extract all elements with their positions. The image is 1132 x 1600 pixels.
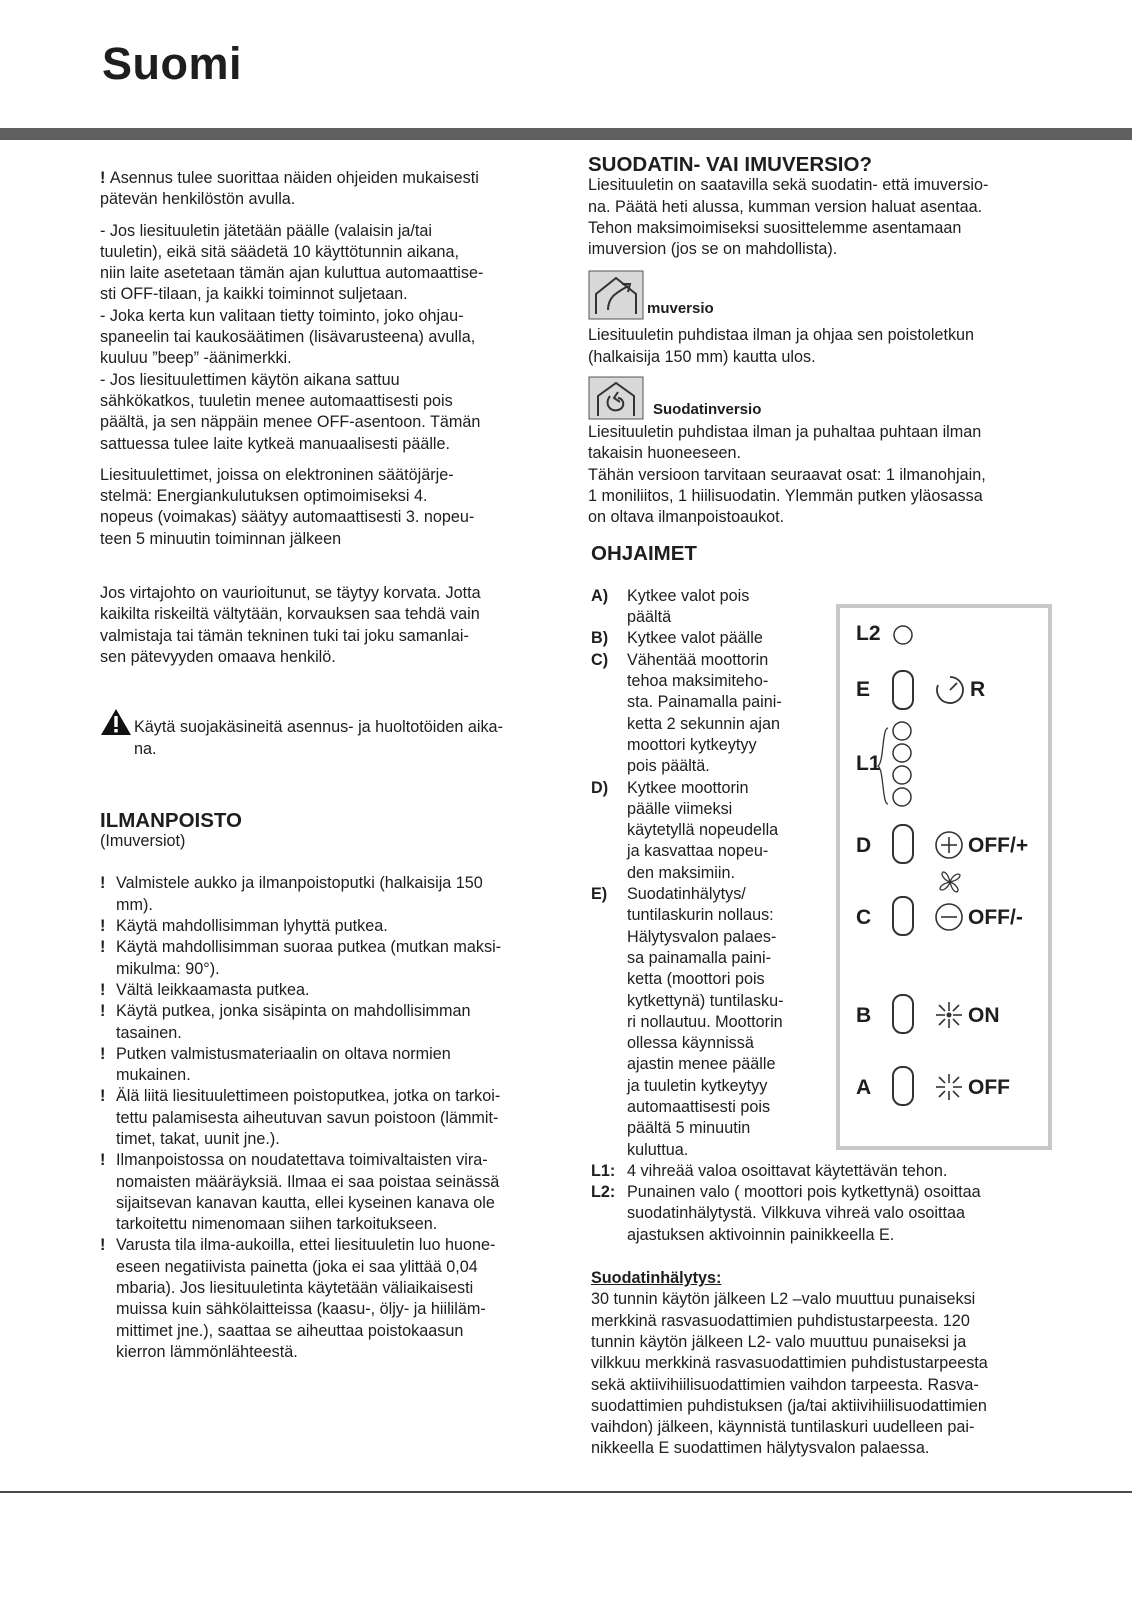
version-heading: SUODATIN- VAI IMUVERSIO? bbox=[588, 153, 872, 176]
panel-label-l2: L2 bbox=[856, 622, 881, 645]
control-item-line: päältä bbox=[627, 608, 672, 627]
control-item bbox=[591, 884, 813, 1161]
control-item-line: Hälytysvalon palaes- bbox=[627, 927, 777, 946]
panel-label-b: B bbox=[856, 1004, 872, 1027]
control-item-line: Kytkee moottorin bbox=[627, 778, 749, 797]
control-item-line: kytkettynä) tuntilasku- bbox=[627, 991, 784, 1010]
control-item-line: sta. Painamalla paini- bbox=[627, 693, 782, 712]
control-item-line: Vähentää moottorin bbox=[627, 650, 769, 669]
filter-label: Suodatinversio bbox=[653, 401, 762, 419]
controls-heading: OHJAIMET bbox=[591, 541, 697, 565]
list-item-line: tarkoitettu nimenomaan siihen tarkoitukseen. bbox=[116, 1215, 438, 1234]
cord-line: sen pätevyyden omaava henkilö. bbox=[100, 647, 336, 666]
list-item-line: Käytä putkea, jonka sisäpinta on mahdollisimman bbox=[116, 1002, 471, 1021]
cord-line: valmistaja tai tämän tekninen tuki tai joku samanlai- bbox=[100, 626, 469, 645]
electronic-line: stelmä: Energiankulutuksen optimoimiseksi 4. bbox=[100, 487, 428, 506]
auto-off-line: - Jos liesituulettimen käytön aikana sattuu bbox=[100, 370, 400, 389]
alarm-paragraph bbox=[591, 1289, 1038, 1459]
control-item-line: ja tuuletin kytkeytyy bbox=[627, 1076, 768, 1095]
light-item-line: 4 vihreää valoa osoittavat käytettävän tehon. bbox=[627, 1161, 948, 1180]
control-item-line: moottori kytkeytyy bbox=[627, 735, 757, 754]
panel-word-off-plus: OFF/+ bbox=[968, 834, 1029, 857]
auto-off-paragraph bbox=[100, 221, 540, 455]
l1-speed-lights bbox=[890, 720, 914, 808]
version-line: na. Päätä heti alussa, kumman version haluat asentaa. bbox=[588, 197, 983, 216]
control-item-line: ajastin menee päälle bbox=[627, 1055, 776, 1074]
alarm-heading: Suodatinhälytys: bbox=[591, 1269, 722, 1288]
imu-line: (halkaisija 150 mm) kautta ulos. bbox=[588, 347, 816, 366]
warning-triangle-icon bbox=[100, 708, 132, 736]
imu-paragraph bbox=[588, 325, 1038, 368]
panel-label-d: D bbox=[856, 834, 872, 857]
control-item-line: pois päältä. bbox=[627, 757, 710, 776]
exclamation-icon: ! bbox=[100, 1002, 106, 1021]
control-item-line: Suodatinhälytys/ bbox=[627, 885, 746, 904]
list-item-line: sijaitsevan kanavan kautta, ellei kyseinen kanava ole bbox=[116, 1193, 495, 1212]
gloves-line: na. bbox=[134, 739, 157, 758]
light-item-key: L2: bbox=[591, 1183, 616, 1202]
exclamation-icon: ! bbox=[100, 917, 106, 936]
list-item bbox=[100, 1235, 540, 1363]
list-item bbox=[100, 1086, 540, 1150]
control-item-line: ketta 2 sekunnin ajan bbox=[627, 714, 780, 733]
electronic-paragraph bbox=[100, 465, 540, 550]
list-item bbox=[100, 1044, 540, 1087]
auto-off-line: sähkökatkos, tuuletin menee automaattisesti pois bbox=[100, 391, 453, 410]
list-item bbox=[100, 916, 540, 937]
electronic-line: nopeus (voimakas) säätyy automaattisesti 3. nopeu- bbox=[100, 508, 475, 527]
version-paragraph bbox=[588, 175, 1038, 260]
control-item-line: ja kasvattaa nopeu- bbox=[627, 842, 769, 861]
list-item-line: mm). bbox=[116, 895, 153, 914]
list-item-line: Käytä mahdollisimman lyhyttä putkea. bbox=[116, 917, 388, 936]
control-item-key: A) bbox=[591, 586, 609, 605]
cord-paragraph bbox=[100, 583, 540, 668]
exclamation-icon: ! bbox=[100, 1044, 106, 1063]
list-item-line: mittimet jne.), saattaa se aiheuttaa poistokaasun bbox=[116, 1321, 464, 1340]
light-off-icon bbox=[934, 1072, 964, 1102]
l2-indicator-light bbox=[892, 624, 914, 646]
alarm-line: 30 tunnin käytön jälkeen L2 –valo muuttuu punaiseksi bbox=[591, 1290, 976, 1309]
panel-word-off: OFF bbox=[968, 1076, 1010, 1099]
control-item bbox=[591, 778, 813, 884]
list-item-line: Vältä leikkaamasta putkea. bbox=[116, 980, 310, 999]
exclamation-icon: ! bbox=[100, 169, 110, 187]
cord-line: kaikilta riskeiltä vältytään, korvauksen saa tehdä vain bbox=[100, 605, 480, 624]
control-item-line: kuluttua. bbox=[627, 1140, 689, 1159]
list-item bbox=[100, 873, 540, 916]
header-bar bbox=[0, 128, 1132, 140]
panel-label-l1: L1 bbox=[856, 752, 881, 775]
lights-list bbox=[591, 1161, 1041, 1246]
light-item-line: Punainen valo ( moottori pois kytkettynä) osoittaa bbox=[627, 1183, 981, 1202]
control-item-line: ri nollautuu. Moottorin bbox=[627, 1012, 783, 1031]
list-item bbox=[100, 980, 540, 1001]
control-item-key: E) bbox=[591, 885, 608, 904]
light-on-icon bbox=[934, 1000, 964, 1030]
list-item-line: Valmistele aukko ja ilmanpoistoputki (halkaisija 150 bbox=[116, 874, 483, 893]
timer-icon bbox=[934, 674, 966, 706]
control-item-key: C) bbox=[591, 650, 609, 669]
exclamation-icon: ! bbox=[100, 1151, 106, 1170]
version-line: Tehon maksimoimiseksi suosittelemme asentamaan bbox=[588, 218, 962, 237]
ilmanpoisto-subtitle: (Imuversiot) bbox=[100, 832, 186, 851]
control-item bbox=[591, 628, 813, 649]
control-item-line: den maksimiin. bbox=[627, 863, 735, 882]
plus-circle-icon bbox=[934, 830, 964, 860]
version-line: Liesituuletin on saatavilla sekä suodatin- että imuversio- bbox=[588, 176, 989, 195]
auto-off-line: päältä, ja sen näppäin menee OFF-asentoon. Tämän bbox=[100, 413, 481, 432]
alarm-line: vilkkuu merkkinä rasvasuodattimien puhdistustarpeesta bbox=[591, 1354, 988, 1373]
auto-off-line: niin laite asetetaan tämän ajan kuluttua automaattise- bbox=[100, 264, 484, 283]
filter-line: takaisin huoneeseen. bbox=[588, 444, 741, 463]
imu-label: muversio bbox=[647, 300, 714, 318]
list-item-line: Putken valmistusmateriaalin on oltava normien bbox=[116, 1044, 451, 1063]
filter-paragraph bbox=[588, 422, 1038, 528]
light-item bbox=[591, 1161, 1041, 1182]
control-item-key: D) bbox=[591, 778, 609, 797]
auto-off-line: sti OFF-tilaan, ja kaikki toiminnot suljetaan. bbox=[100, 285, 408, 304]
alarm-line: suodattimien puhdistuksen (ja/tai aktiivihiilisuodattimien bbox=[591, 1396, 987, 1415]
alarm-line: tunnin käytön jälkeen L2- valo muuttuu punaiseksi ja bbox=[591, 1332, 967, 1351]
intro-paragraph: ! Asennus tulee suorittaa näiden ohjeiden mukaisesti pätevän henkilöstön avulla. bbox=[100, 169, 479, 209]
list-item-line: Varusta tila ilma-aukoilla, ettei liesituuletin luo huone- bbox=[116, 1236, 496, 1255]
control-item-line: päälle viimeksi bbox=[627, 799, 733, 818]
control-item-line: tuntilaskurin nollaus: bbox=[627, 906, 774, 925]
gloves-warning bbox=[100, 717, 540, 760]
panel-word-off-minus: OFF/- bbox=[968, 906, 1023, 929]
list-item bbox=[100, 937, 540, 980]
list-item-line: tasainen. bbox=[116, 1023, 182, 1042]
c-button[interactable] bbox=[892, 896, 914, 936]
auto-off-line: - Joka kerta kun valitaan tietty toiminto, joko ohjau- bbox=[100, 306, 464, 325]
ilmanpoisto-heading: ILMANPOISTO bbox=[100, 808, 242, 832]
auto-off-line: spaneelin tai kaukosäätimen (lisävarusteena) avulla, bbox=[100, 328, 476, 347]
auto-off-line: kuuluu ”beep” -äänimerkki. bbox=[100, 349, 292, 368]
panel-label-c: C bbox=[856, 906, 872, 929]
filter-block bbox=[588, 376, 1038, 423]
list-item-line: Ilmanpoistossa on noudatettava toimivaltaisten vira- bbox=[116, 1151, 488, 1170]
d-button[interactable] bbox=[892, 824, 914, 864]
page-title: Suomi bbox=[102, 38, 243, 89]
e-button[interactable] bbox=[892, 670, 914, 710]
list-item-line: Käytä mahdollisimman suoraa putkea (mutkan maksi- bbox=[116, 938, 502, 957]
list-item bbox=[100, 1001, 540, 1044]
panel-word-r: R bbox=[970, 678, 986, 701]
b-button[interactable] bbox=[892, 994, 914, 1034]
control-item-line: päältä 5 minuutin bbox=[627, 1119, 751, 1138]
alarm-line: nikkeella E suodattimen hälytysvalon palaessa. bbox=[591, 1439, 930, 1458]
filter-line: Liesituuletin puhdistaa ilman ja puhaltaa puhtaan ilman bbox=[588, 423, 982, 442]
list-item-line: muissa kuin sähkölaitteissa (kaasu-, öljy- ja hiililäm- bbox=[116, 1300, 486, 1319]
control-item-line: automaattisesti pois bbox=[627, 1097, 771, 1116]
list-item-line: mbaria). Jos liesituuletinta käytetään väliaikaisesti bbox=[116, 1279, 474, 1298]
control-item-line: Kytkee valot pois bbox=[627, 586, 750, 605]
exclamation-icon: ! bbox=[100, 938, 106, 957]
control-item-line: tehoa maksimiteho- bbox=[627, 672, 769, 691]
panel-word-on: ON bbox=[968, 1004, 1000, 1027]
control-item bbox=[591, 586, 813, 629]
auto-off-line: tuuletin), eikä sitä säädetä 10 käyttötunnin aikana, bbox=[100, 242, 460, 261]
house-exhaust-icon bbox=[588, 270, 644, 320]
panel-label-e: E bbox=[856, 678, 871, 701]
filter-line: Tähän versioon tarvitaan seuraavat osat: 1 ilmanohjain, bbox=[588, 465, 986, 484]
list-item-line: Älä liitä liesituulettimeen poistoputkea, jotka on tarkoi- bbox=[116, 1087, 501, 1106]
filter-line: 1 moniliitos, 1 hiilisuodatin. Ylemmän putken yläosassa bbox=[588, 486, 983, 505]
alarm-line: sekä aktiivihiilisuodattimien vaihdon tarpeesta. Rasva- bbox=[591, 1375, 979, 1394]
list-item bbox=[100, 1150, 540, 1235]
list-item-line: tettu palamisesta aiheutuvan savun poistoon (lämmit- bbox=[116, 1108, 499, 1127]
gloves-line: Käytä suojakäsineitä asennus- ja huoltotöiden aika- bbox=[134, 718, 503, 737]
l1-bracket bbox=[876, 726, 890, 806]
electronic-line: Liesituulettimet, joissa on elektroninen säätöjärje- bbox=[100, 465, 454, 484]
light-item bbox=[591, 1182, 1041, 1246]
minus-circle-icon bbox=[934, 902, 964, 932]
exclamation-icon: ! bbox=[100, 1236, 106, 1255]
exclamation-icon: ! bbox=[100, 1087, 106, 1106]
left-column bbox=[100, 168, 540, 1363]
filter-line: on oltava ilmanpoistoaukot. bbox=[588, 508, 785, 527]
alarm-line: merkkinä rasvasuodattimien puhdistustarpeesta. 120 bbox=[591, 1311, 970, 1330]
light-item-line: suodatinhälytystä. Vilkkuva vihreä valo osoittaa bbox=[627, 1204, 966, 1223]
list-item-line: mukainen. bbox=[116, 1066, 191, 1085]
control-item-line: sa painamalla paini- bbox=[627, 948, 771, 967]
footer-line bbox=[0, 1491, 1132, 1493]
alarm-line: vaihdon) jälkeen, käynnistä tuntilaskuri uudelleen pai- bbox=[591, 1418, 975, 1437]
version-line: imuversion (jos se on mahdollista). bbox=[588, 240, 838, 259]
fan-icon bbox=[938, 870, 962, 894]
exclamation-icon: ! bbox=[100, 874, 106, 893]
auto-off-line: sattuessa tulee laite kytkeä manuaalisesti päälle. bbox=[100, 434, 451, 453]
imu-block bbox=[588, 270, 1038, 322]
list-item-line: mikulma: 90°). bbox=[116, 959, 220, 978]
control-panel bbox=[836, 604, 1052, 1150]
control-item-line: Kytkee valot päälle bbox=[627, 629, 763, 648]
control-item-line: käytetyllä nopeudella bbox=[627, 821, 779, 840]
imu-line: Liesituuletin puhdistaa ilman ja ohjaa sen poistoletkun bbox=[588, 326, 975, 345]
a-button[interactable] bbox=[892, 1066, 914, 1106]
list-item-line: eseen negatiivista painetta (joka ei saa ylittää 0,04 bbox=[116, 1257, 478, 1276]
light-item-line: ajastuksen aktivoinnin painikkeella E. bbox=[627, 1225, 895, 1244]
light-item-key: L1: bbox=[591, 1161, 616, 1180]
control-item bbox=[591, 650, 813, 778]
control-item-key: B) bbox=[591, 629, 609, 648]
list-item-line: timet, takat, uunit jne.). bbox=[116, 1129, 280, 1148]
house-recirculation-icon bbox=[588, 376, 644, 420]
ilmanpoisto-list bbox=[100, 873, 540, 1363]
auto-off-line: - Jos liesituuletin jätetään päälle (valaisin ja/tai bbox=[100, 221, 433, 240]
control-item-line: ketta (moottori pois bbox=[627, 970, 765, 989]
cord-line: Jos virtajohto on vaurioitunut, se täytyy korvata. Jotta bbox=[100, 584, 481, 603]
list-item-line: kierron lämmönlähteestä. bbox=[116, 1342, 298, 1361]
exclamation-icon: ! bbox=[100, 980, 106, 999]
electronic-line: teen 5 minuutin toiminnan jälkeen bbox=[100, 529, 342, 548]
list-item-line: nomaisten määräyksiä. Ilmaa ei saa poistaa seinässä bbox=[116, 1172, 500, 1191]
control-item-line: ollessa käynnissä bbox=[627, 1034, 754, 1053]
controls-list bbox=[591, 586, 813, 1161]
panel-label-a: A bbox=[856, 1076, 872, 1099]
